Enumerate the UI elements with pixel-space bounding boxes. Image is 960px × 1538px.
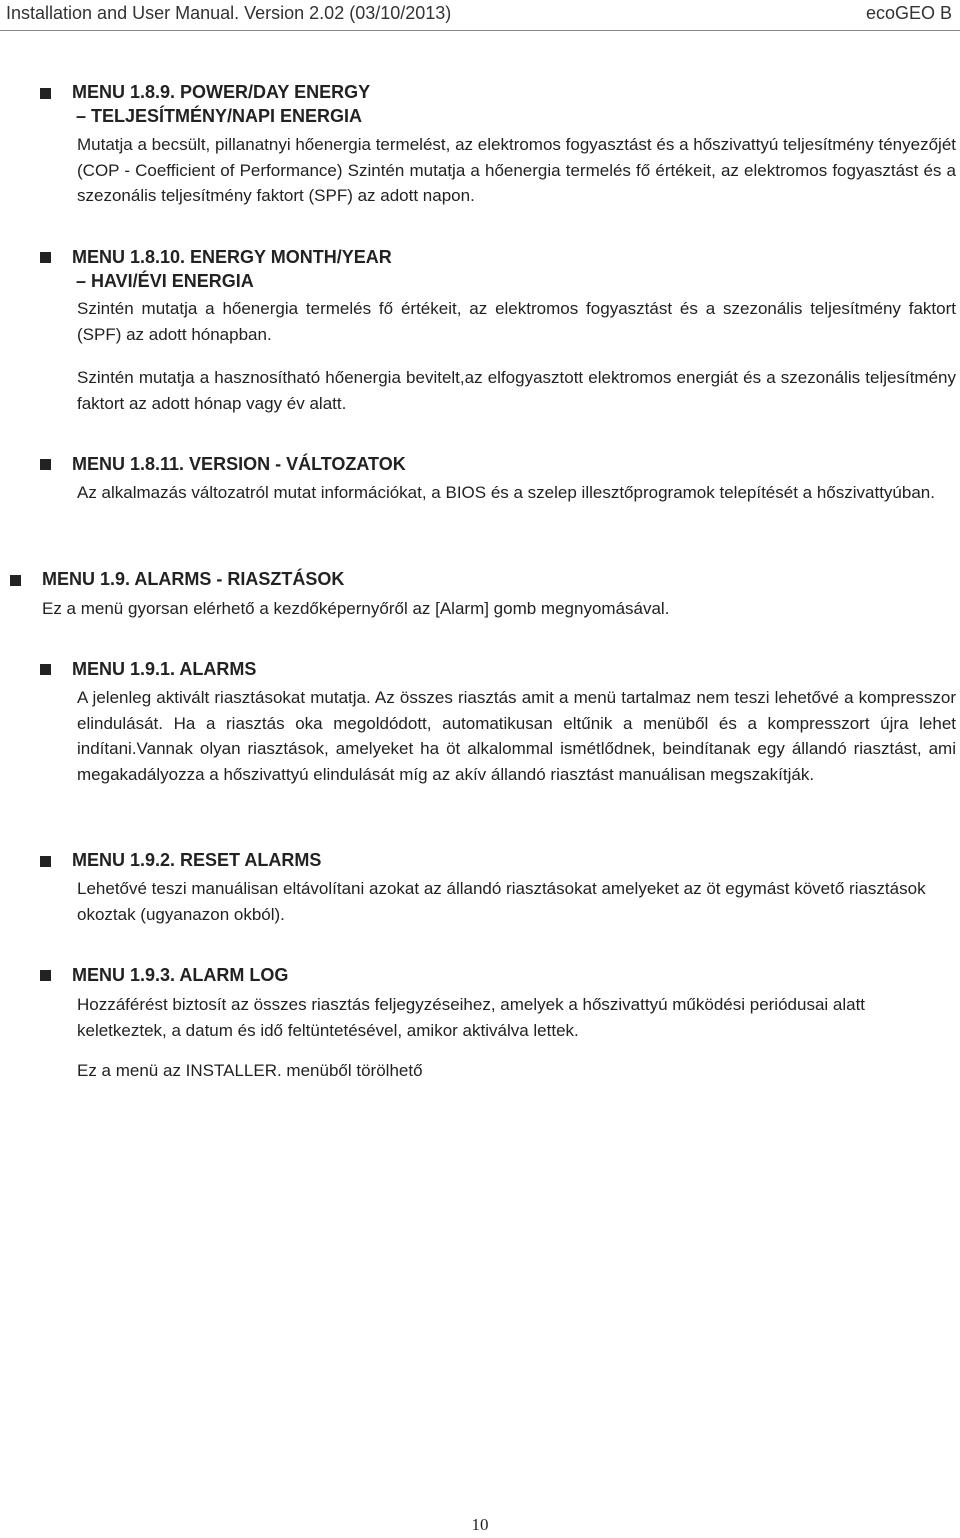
section-heading: MENU 1.9.3. ALARM LOG bbox=[72, 965, 289, 985]
paragraph: Mutatja a becsült, pillanatnyi hőenergia termelést, az elektromos fogyasztást és a hőszivattyú teljesítmény tényezőjét (COP - Coefficient of Performance) Szintén mutatja a hőenergia termelés fő értékeit, az elektromos fogyasztást és a szezonális teljesítmény faktort (SPF) az adott napon. bbox=[77, 135, 956, 205]
section-title bbox=[72, 80, 370, 128]
bullet-icon bbox=[40, 856, 51, 867]
paragraph: Szintén mutatja a hasznosítható hőenergia bevitelt,az elfogyasztott elektromos energiát és a szezonális teljesítmény faktort az adott hónap vagy év alatt. bbox=[77, 368, 956, 413]
section-title bbox=[72, 245, 392, 293]
section-heading: MENU 1.8.10. ENERGY MONTH/YEAR bbox=[72, 247, 392, 267]
bullet-icon bbox=[40, 88, 51, 99]
page-header bbox=[0, 0, 960, 31]
section-heading: MENU 1.9.1. ALARMS bbox=[72, 659, 257, 679]
manual-title: Installation and User Manual. Version 2.02 (03/10/2013) bbox=[6, 3, 452, 23]
section-heading: MENU 1.9. ALARMS - RIASZTÁSOK bbox=[42, 569, 345, 589]
paragraph: Hozzáférést biztosít az összes riasztás feljegyzéseihez, amelyek a hőszivattyú működési periódusai alatt keletkeztek, a datum és idő feltüntetésével, amikor aktiválva lettek. bbox=[77, 995, 866, 1040]
paragraph: Ez a menü az INSTALLER. menüből törölhető bbox=[77, 1061, 423, 1080]
bullet-icon bbox=[40, 664, 51, 675]
paragraph: A jelenleg aktivált riasztásokat mutatja. Az összes riasztás amit a menü tartalmaz nem teszi lehetővé a kompresszor elindulását. Ha a riasztás oka megoldódott, automatikusan eltűnik a menüből és a kompresszort újra lehet indítani.Vannak olyan riasztások, amelyeket ha öt alkalommal ismétlődnek, beindítanak egy állandó riasztást, ami megakadályozza a hőszivattyú elindulását míg az akív állandó riasztást manuálisan megszakítják. bbox=[77, 688, 956, 784]
paragraph: Szintén mutatja a hőenergia termelés fő értékeit, az elektromos fogyasztást és a szezonális teljesítmény faktort (SPF) az adott hónapban. bbox=[77, 299, 956, 344]
bullet-icon bbox=[40, 252, 51, 263]
bullet-icon bbox=[40, 970, 51, 981]
section-subheading: – HAVI/ÉVI ENERGIA bbox=[76, 271, 254, 291]
paragraph: Az alkalmazás változatról mutat információkat, a BIOS és a szelep illesztőprogramok telepítését a hőszivattyúban. bbox=[77, 483, 935, 502]
section-subheading: – TELJESÍTMÉNY/NAPI ENERGIA bbox=[76, 106, 363, 126]
product-name: ecoGEO B bbox=[865, 3, 952, 23]
section-heading: MENU 1.8.11. VERSION - VÁLTOZATOK bbox=[72, 454, 406, 474]
paragraph: Lehetővé teszi manuálisan eltávolítani azokat az állandó riasztásokat amelyeket az öt egymást követő riasztások okoztak (ugyanazon okból). bbox=[77, 879, 926, 924]
bullet-icon bbox=[10, 575, 21, 586]
bullet-icon bbox=[40, 459, 51, 470]
page-number: 10 bbox=[471, 1515, 489, 1534]
section-heading: MENU 1.8.9. POWER/DAY ENERGY bbox=[72, 82, 371, 102]
section-heading: MENU 1.9.2. RESET ALARMS bbox=[72, 850, 322, 870]
paragraph: Ez a menü gyorsan elérhető a kezdőképernyőről az [Alarm] gomb megnyomásával. bbox=[42, 599, 670, 618]
